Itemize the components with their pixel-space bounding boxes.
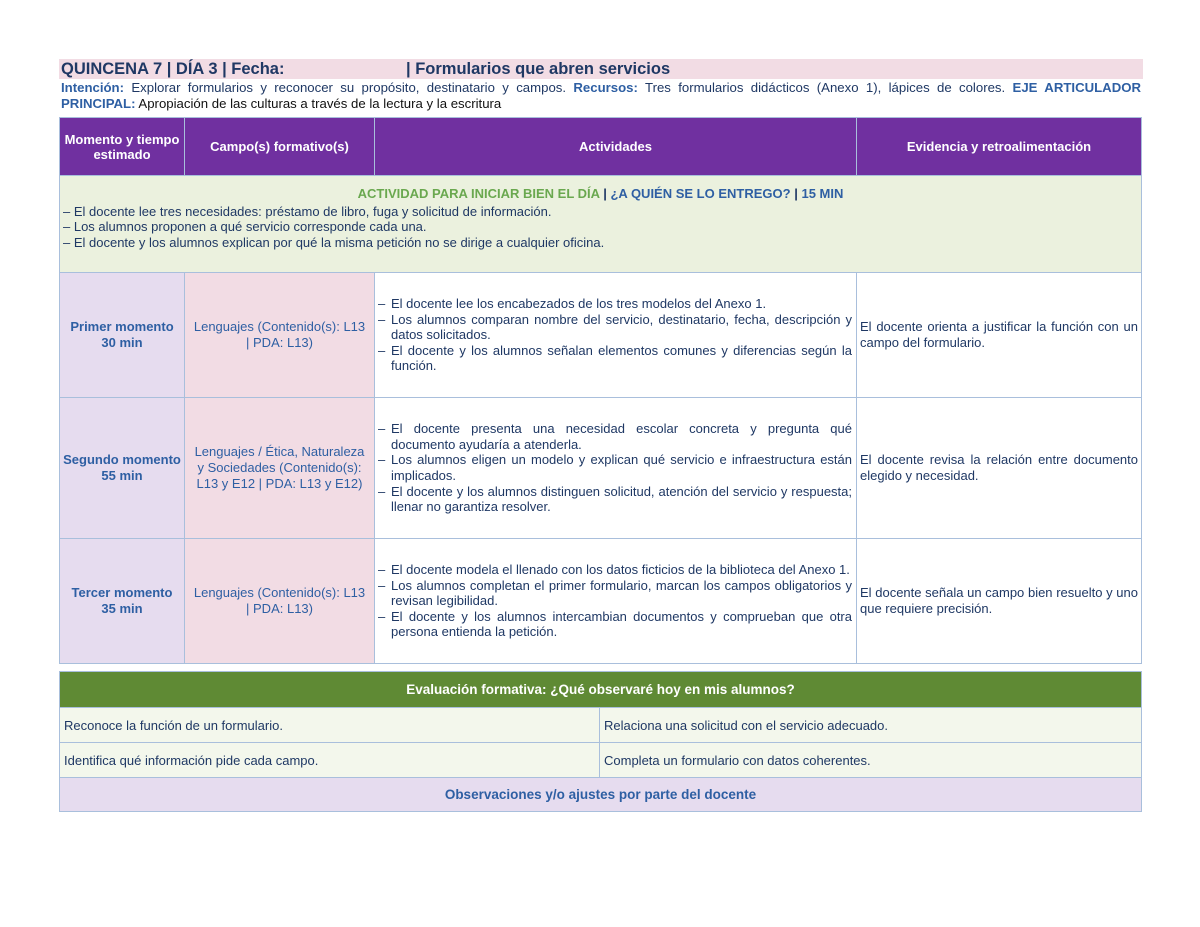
observations-row	[60, 778, 1142, 812]
list-item: – El docente y los alumnos señalan elementos comunes y diferencias según la función.	[378, 342, 852, 374]
activity-text: El docente modela el llenado con los datos ficticios de la biblioteca del Anexo 1.	[391, 562, 850, 578]
list-item: – El docente modela el llenado con los datos ficticios de la biblioteca del Anexo 1.	[378, 562, 850, 578]
moment-2-name-cell	[60, 398, 185, 539]
activity-text: Los alumnos completan el primer formulario, marcan los campos obligatorios y revisan legibilidad.	[391, 577, 852, 609]
table-row	[60, 708, 1142, 743]
evaluation-table	[59, 671, 1142, 812]
header-evidencia: Evidencia y retroalimentación	[857, 118, 1142, 176]
moment-1-evidence: El docente orienta a justificar la función con un campo del formulario.	[857, 273, 1142, 398]
recursos-text: Tres formularios didácticos (Anexo 1), lápices de colores.	[645, 80, 1006, 95]
moment-2-name: Segundo momento	[63, 452, 181, 467]
intencion-text: Explorar formularios y reconocer su propósito, destinatario y campos.	[131, 80, 567, 95]
moment-3-campo: Lenguajes (Contenido(s): L13 | PDA: L13)	[185, 539, 375, 664]
moment-1-time: 30 min	[101, 335, 143, 350]
list-item: – El docente lee tres necesidades: préstamo de libro, fuga y solicitud de información.	[63, 203, 552, 219]
start-title-sep2: |	[794, 186, 798, 201]
table-header-row	[60, 118, 1142, 176]
evaluation-header-row	[60, 672, 1142, 708]
recursos-label: Recursos:	[573, 80, 638, 95]
page-title-left: QUINCENA 7 | DÍA 3 | Fecha:	[61, 59, 285, 78]
start-title-sep1: |	[603, 186, 607, 201]
evaluation-item: Completa un formulario con datos coherentes.	[600, 743, 1142, 778]
activities-table	[59, 117, 1142, 664]
lesson-plan-page	[59, 59, 1143, 812]
activity-text: El docente y los alumnos intercambian documentos y comprueban que otra persona entienda la petición.	[391, 608, 852, 640]
evaluation-item: Relaciona una solicitud con el servicio adecuado.	[600, 708, 1142, 743]
activity-text: El docente presenta una necesidad escolar concreta y pregunta qué documento ayudaría a atenderla.	[391, 421, 852, 452]
evaluation-item: Reconoce la función de un formulario.	[60, 708, 600, 743]
start-title-a: ACTIVIDAD PARA INICIAR BIEN EL DÍA	[357, 186, 600, 201]
list-item: – Los alumnos eligen un modelo y explican qué servicio e infraestructura están implicados.	[378, 452, 852, 483]
list-item: – El docente y los alumnos intercambian documentos y comprueban que otra persona entienda la petición.	[378, 608, 852, 640]
eje-label: EJE ARTICULADOR PRINCIPAL:	[61, 80, 1141, 111]
moment-1-campo: Lenguajes (Contenido(s): L13 | PDA: L13)	[185, 273, 375, 398]
list-item: – Los alumnos completan el primer formulario, marcan los campos obligatorios y revisan legibilidad.	[378, 577, 852, 609]
moment-3-time: 35 min	[101, 601, 143, 616]
intent-paragraph	[59, 80, 1143, 112]
list-item: – El docente lee los encabezados de los tres modelos del Anexo 1.	[378, 296, 767, 312]
list-item: – Los alumnos proponen a qué servicio corresponde cada una.	[63, 219, 427, 234]
activity-text: Los alumnos comparan nombre del servicio, destinatario, fecha, descripción y datos solicitados.	[391, 311, 852, 343]
list-item: – El docente y los alumnos distinguen solicitud, atención del servicio y respuesta; llenar no garantiza resolver.	[378, 483, 852, 515]
evaluation-title: Evaluación formativa: ¿Qué observaré hoy en mis alumnos?	[60, 672, 1142, 708]
moment-2-time: 55 min	[101, 468, 143, 483]
header-momento: Momento y tiempo estimado	[60, 118, 185, 176]
table-row-moment-2	[60, 398, 1142, 539]
moment-3-activities	[375, 539, 857, 664]
start-activity-title	[63, 186, 1138, 202]
moment-2-campo: Lenguajes / Ética, Naturaleza y Sociedades (Contenido(s): L13 y E12 | PDA: L13 y E12)	[185, 398, 375, 539]
observations-title: Observaciones y/o ajustes por parte del docente	[60, 778, 1142, 812]
start-activity-cell	[60, 176, 1142, 273]
start-title-b: ¿A QUIÉN SE LO ENTREGO?	[610, 186, 791, 201]
list-item: – Los alumnos comparan nombre del servicio, destinatario, fecha, descripción y datos solicitados.	[378, 311, 852, 343]
activity-text: El docente lee los encabezados de los tres modelos del Anexo 1.	[391, 296, 767, 312]
start-line-3: El docente y los alumnos explican por qué la misma petición no se dirige a cualquier oficina.	[73, 234, 605, 250]
table-row-moment-1	[60, 273, 1142, 398]
start-line-1: El docente lee tres necesidades: préstamo de libro, fuga y solicitud de información.	[73, 203, 552, 219]
table-row	[60, 743, 1142, 778]
activity-text: El docente y los alumnos señalan elementos comunes y diferencias según la función.	[391, 342, 852, 374]
moment-3-name: Tercer momento	[71, 585, 173, 600]
start-activity-row	[60, 176, 1142, 273]
eje-text: Apropiación de las culturas a través de la lectura y la escritura	[138, 96, 502, 111]
moment-1-name-cell	[60, 273, 185, 398]
page-title-right: | Formularios que abren servicios	[406, 59, 671, 78]
header-actividades: Actividades	[375, 118, 857, 176]
list-item: – El docente presenta una necesidad escolar concreta y pregunta qué documento ayudaría a atenderla.	[378, 421, 852, 452]
evaluation-item: Identifica qué información pide cada campo.	[60, 743, 600, 778]
intencion-label: Intención:	[61, 80, 125, 95]
page-title-bar	[59, 59, 1143, 79]
moment-3-evidence: El docente señala un campo bien resuelto y uno que requiere precisión.	[857, 539, 1142, 664]
header-campo: Campo(s) formativo(s)	[185, 118, 375, 176]
start-line-2: Los alumnos proponen a qué servicio corresponde cada una.	[73, 219, 427, 234]
moment-1-name: Primer momento	[70, 319, 174, 334]
moment-3-name-cell	[60, 539, 185, 664]
list-item: – El docente y los alumnos explican por qué la misma petición no se dirige a cualquier oficina.	[63, 234, 605, 250]
moment-1-activities	[375, 273, 857, 398]
table-row-moment-3	[60, 539, 1142, 664]
moment-2-activities	[375, 398, 857, 539]
start-title-c: 15 MIN	[801, 186, 844, 201]
moment-2-evidence: El docente revisa la relación entre documento elegido y necesidad.	[857, 398, 1142, 539]
activity-text: El docente y los alumnos distinguen solicitud, atención del servicio y respuesta; llenar no garantiza resolver.	[391, 483, 852, 515]
activity-text: Los alumnos eligen un modelo y explican qué servicio e infraestructura están implicados.	[391, 452, 852, 483]
